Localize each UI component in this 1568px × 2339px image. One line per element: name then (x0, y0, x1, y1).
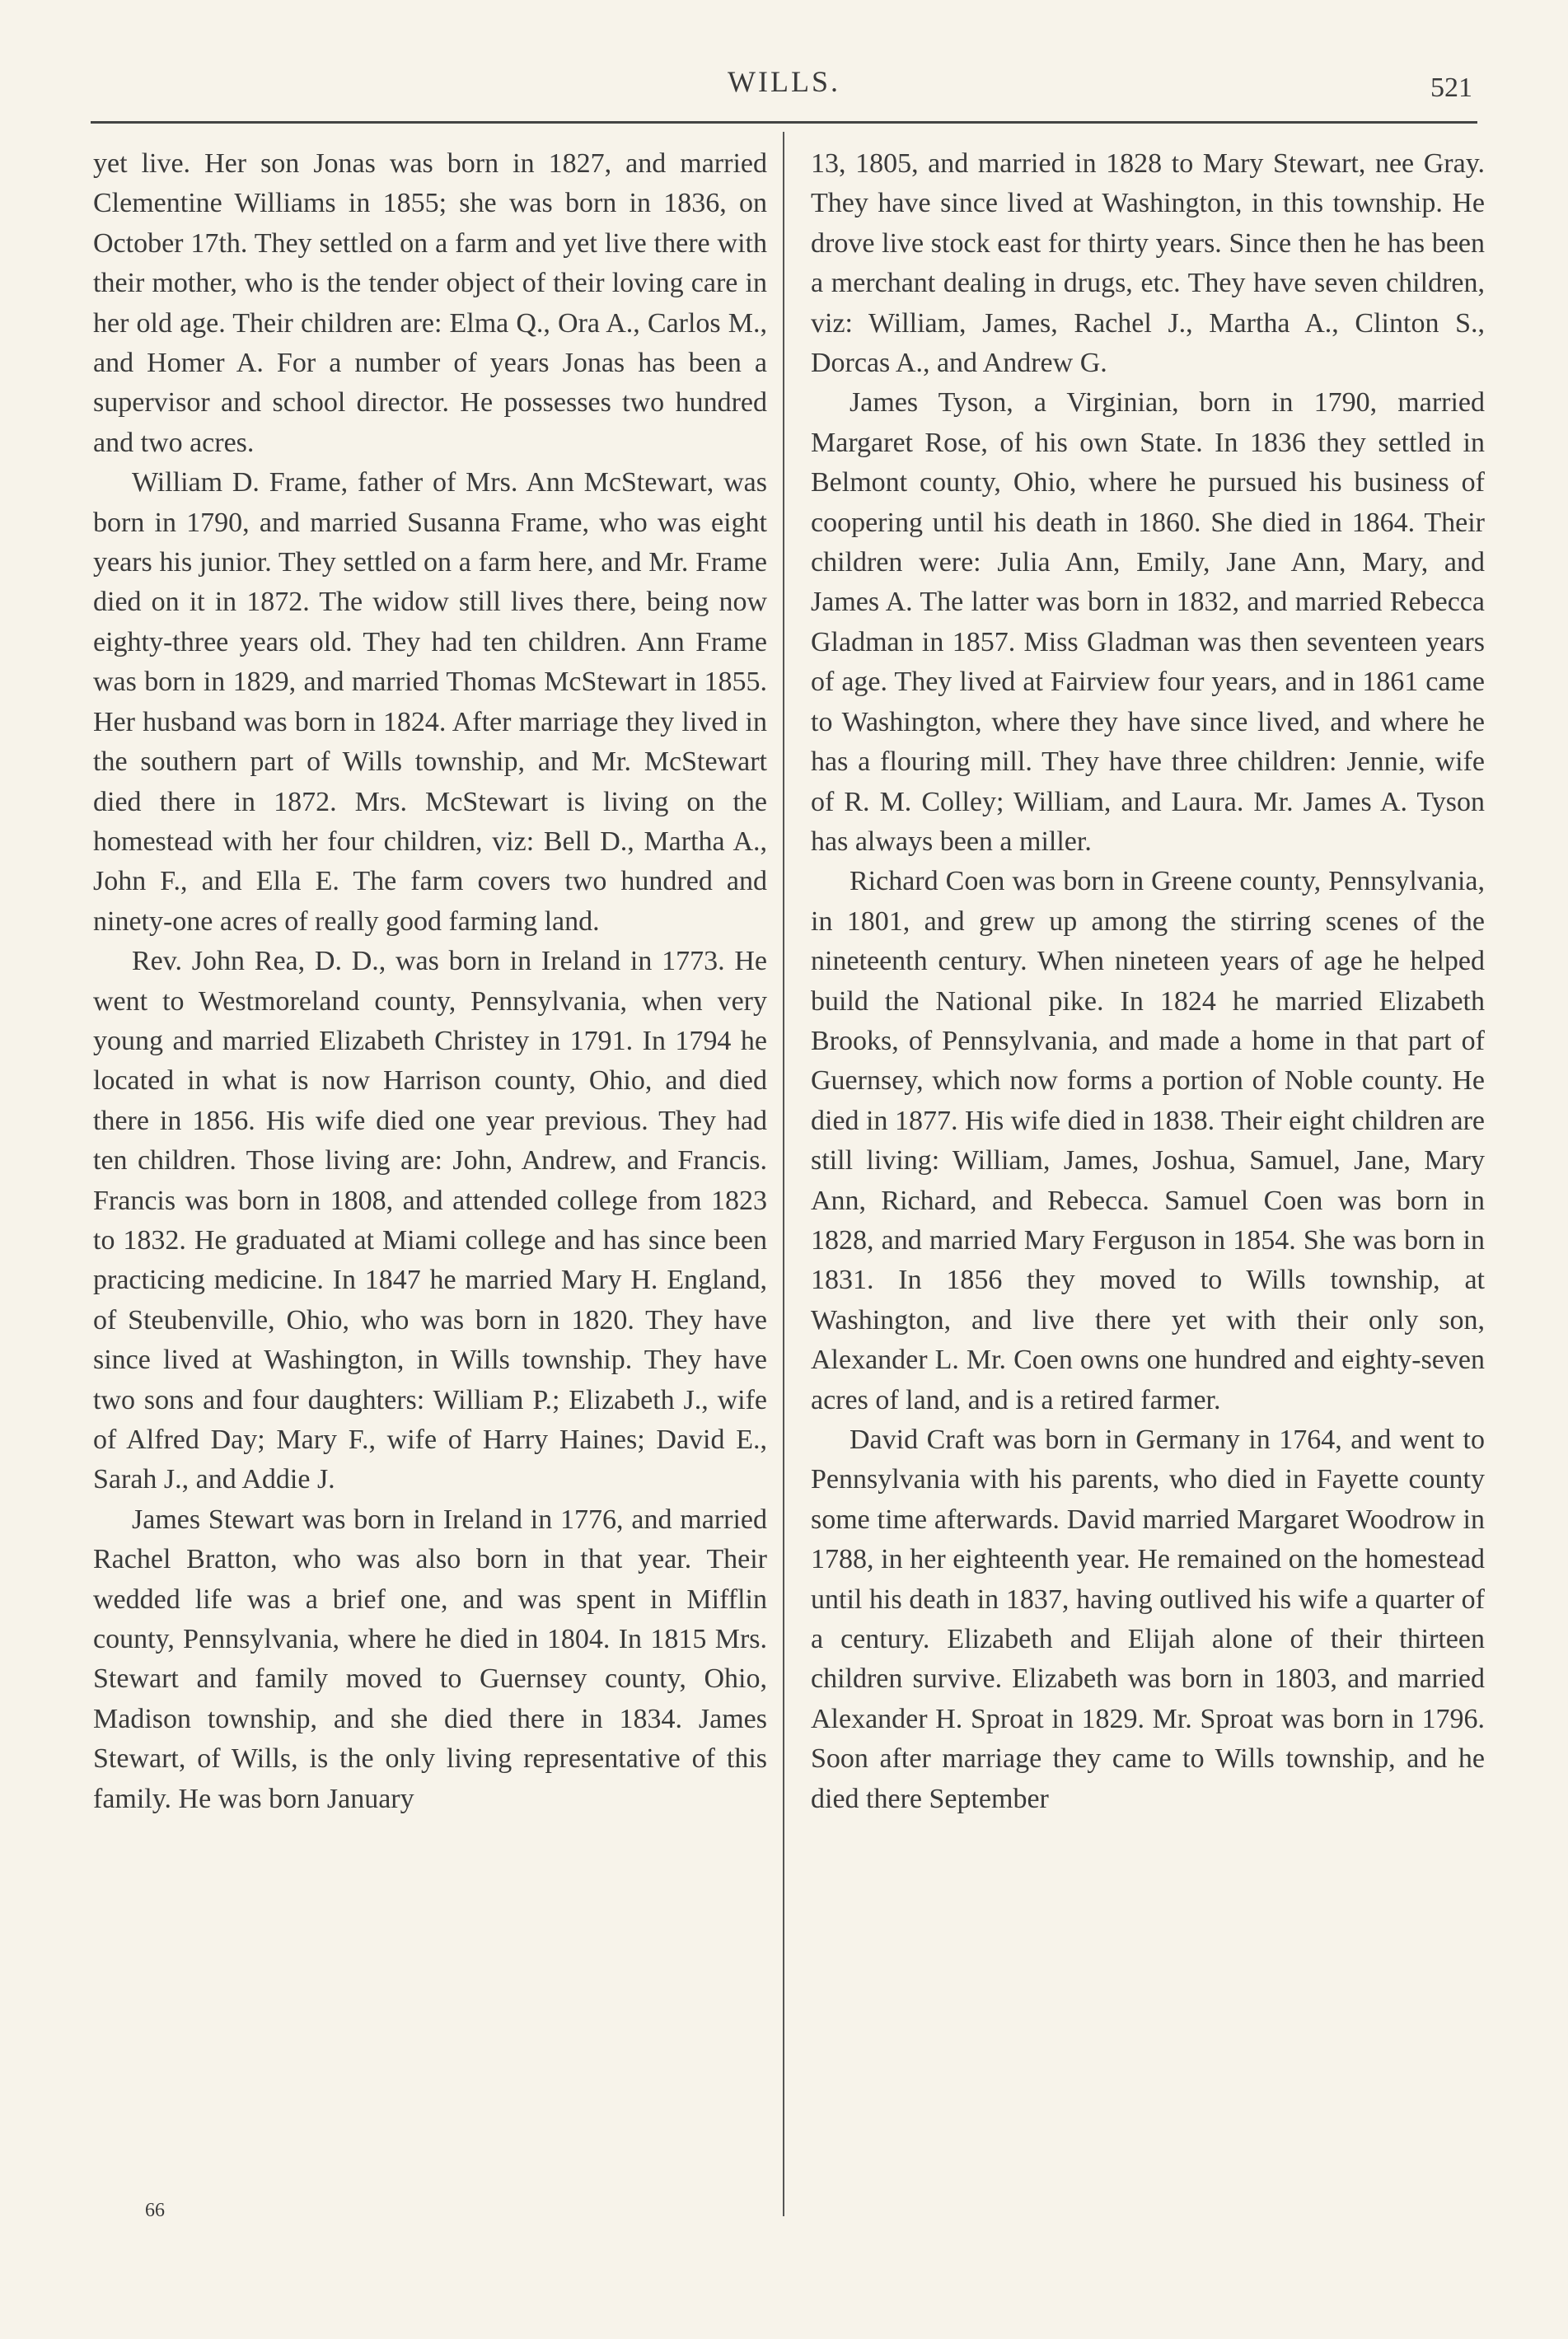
right-column (811, 144, 1485, 1819)
header-rule (91, 121, 1477, 124)
paragraph: James Stewart was born in Ireland in 1776, and married Rachel Bratton, who was also born in that year. Their wedded life was a brief one, and was spent in Mifflin county, Pennsylvania, where he died in 1804. In 1815 Mrs. Stewart and family moved to Guernsey county, Ohio, Madison township, and she died there in 1834. James Stewart, of Wills, is the only living representative of this family. He was born January (93, 1504, 767, 1814)
signature-mark: 66 (145, 2200, 165, 2221)
column-divider (783, 132, 784, 2216)
paragraph: 13, 1805, and married in 1828 to Mary Stewart, nee Gray. They have since lived at Washington, in this township. He drove live stock east for thirty years. Since then he has been a merchant dealing in drugs, etc. They have seven children, viz: William, James, Rachel J., Martha A., Clinton S., Dorcas A., and Andrew G. (811, 148, 1485, 379)
paragraph: David Craft was born in Germany in 1764, and went to Pennsylvania with his parents, who died in Fayette county some time afterwards. David married Margaret Woodrow in 1788, in her eighteenth year. He remained on the homestead until his death in 1837, having outlived his wife a quarter of a century. Elizabeth and Elijah alone of their thirteen children survive. Elizabeth was born in 1803, and married Alexander H. Sproat in 1829. Mr. Sproat was born in 1796. Soon after marriage they came to Wills township, and he died there September (811, 1424, 1485, 1814)
paragraph: James Tyson, a Virginian, born in 1790, married Margaret Rose, of his own State. In 1836 they settled in Belmont county, Ohio, where he pursued his business of coopering until his death in 1860. She died in 1864. Their children were: Julia Ann, Emily, Jane Ann, Mary, and James A. The latter was born in 1832, and married Rebecca Gladman in 1857. Miss Gladman was then seventeen years of age. They lived at Fairview four years, and in 1861 came to Washington, where they have since lived, and where he has a flouring mill. They have three children: Jennie, wife of R. M. Colley; William, and Laura. Mr. James A. Tyson has always been a miller. (811, 387, 1485, 857)
paragraph: Richard Coen was born in Greene county, Pennsylvania, in 1801, and grew up among the stirring scenes of the nineteenth century. When nineteen years of age he helped build the National pike. In 1824 he married Elizabeth Brooks, of Pennsylvania, and made a home in that part of Guernsey, which now forms a portion of Noble county. He died in 1877. His wife died in 1838. Their eight children are still living: William, James, Joshua, Samuel, Jane, Mary Ann, Richard, and Rebecca. Samuel Coen was born in 1828, and married Mary Ferguson in 1854. She was born in 1831. In 1856 they moved to Wills township, at Washington, and live there yet with their only son, Alexander L. Mr. Coen owns one hundred and eighty-seven acres of land, and is a retired farmer. (811, 866, 1486, 1415)
paragraph: William D. Frame, father of Mrs. Ann McStewart, was born in 1790, and married Susanna Frame, who was eight years his junior. They settled on a farm here, and Mr. Frame died on it in 1872. The widow still lives there, being now eighty-three years old. They had ten children. Ann Frame was born in 1829, and married Thomas McStewart in 1855. Her husband was born in 1824. After marriage they lived in the southern part of Wills township, and Mr. McStewart died there in 1872. Mrs. McStewart is living on the homestead with her four children, viz: Bell D., Martha A., John F., and Ella E. The farm covers two hundred and ninety-one acres of really good farming land. (93, 467, 767, 937)
left-column (93, 144, 767, 1819)
header-title: WILLS. (728, 65, 840, 98)
paragraph: yet live. Her son Jonas was born in 1827, and married Clementine Williams in 1855; she was born in 1836, on October 17th. They settled on a farm and yet live there with their mother, who is the tender object of their loving care in her old age. Their children are: Elma Q., Ora A., Carlos M., and Homer A. For a number of years Jonas has been a supervisor and school director. He possesses two hundred and two acres. (93, 148, 767, 458)
page-number: 521 (1430, 73, 1472, 103)
paragraph: Rev. John Rea, D. D., was born in Ireland in 1773. He went to Westmoreland county, Pennsylvania, when very young and married Elizabeth Christey in 1791. In 1794 he located in what is now Harrison county, Ohio, and died there in 1856. His wife died one year previous. They had ten children. Those living are: John, Andrew, and Francis. Francis was born in 1808, and attended college from 1823 to 1832. He graduated at Miami college and has since been practicing medicine. In 1847 he married Mary H. England, of Steubenville, Ohio, who was born in 1820. They have since lived at Washington, in Wills township. They have two sons and four daughters: William P.; Elizabeth J., wife of Alfred Day; Mary F., wife of Harry Haines; David E., Sarah J., and Addie J. (93, 946, 767, 1495)
